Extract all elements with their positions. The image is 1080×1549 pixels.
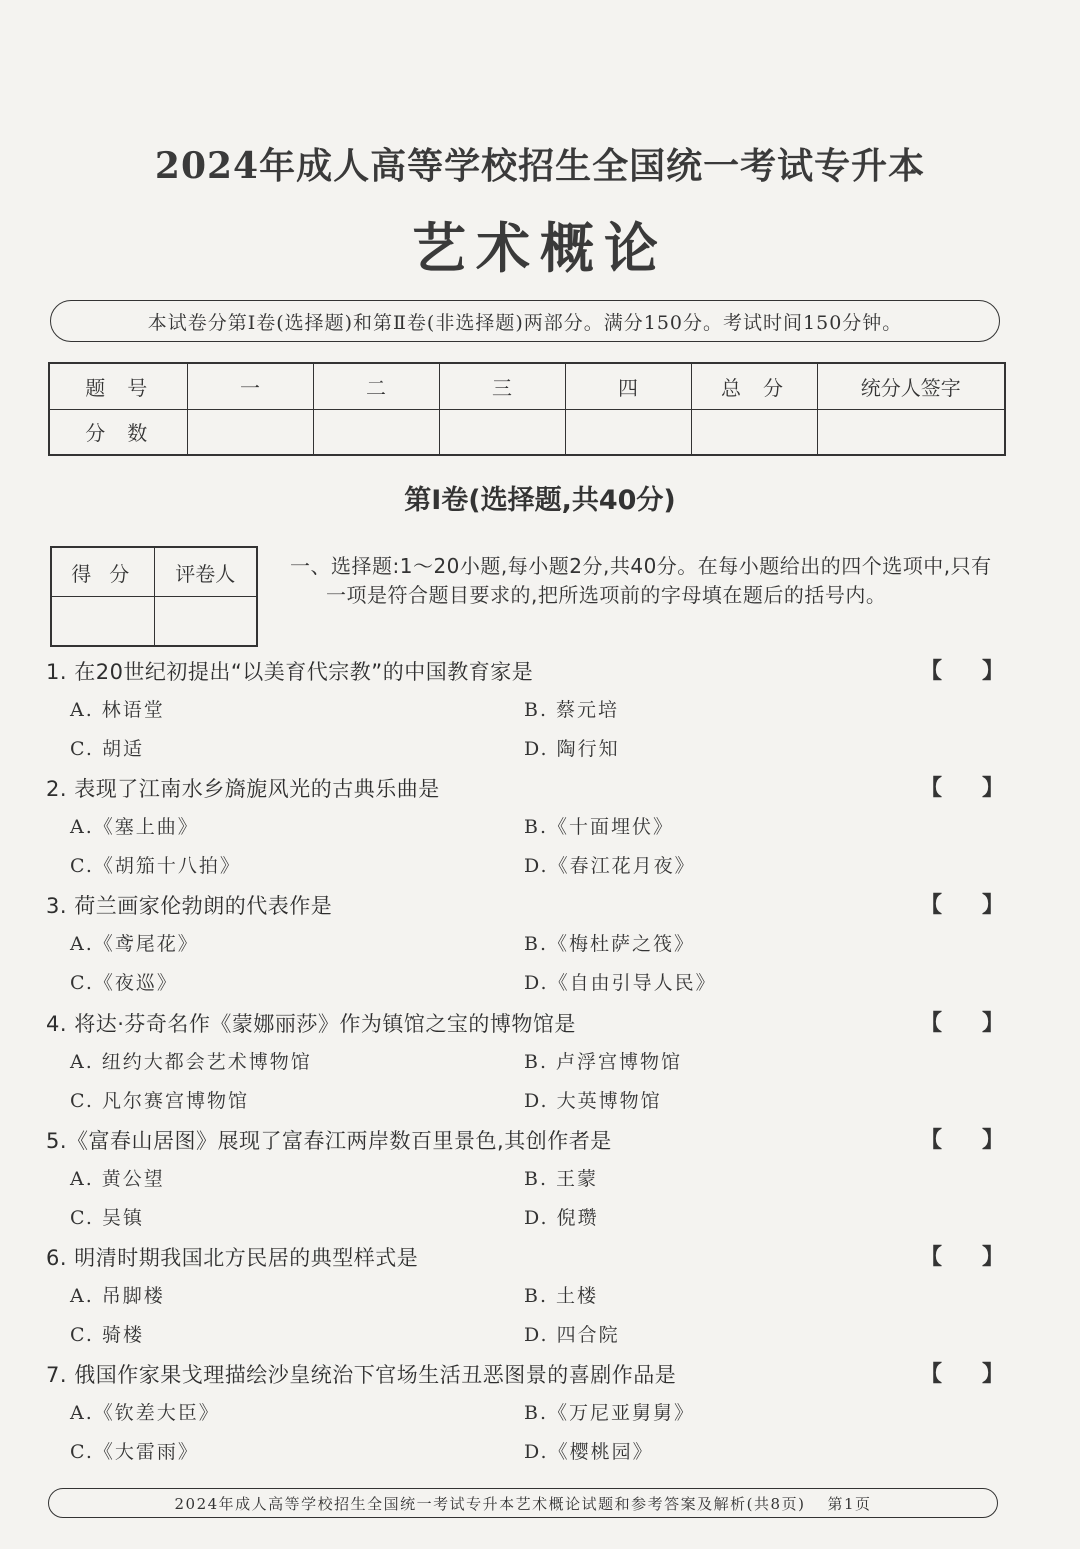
- answer-bracket[interactable]: [920, 1357, 1004, 1388]
- score-entry-cell[interactable]: [691, 409, 817, 455]
- option-c[interactable]: C. 骑楼: [70, 1324, 144, 1346]
- bracket-close: 】: [981, 1011, 1004, 1036]
- answer-bracket[interactable]: [920, 1123, 1004, 1154]
- score-table-cell: 二: [313, 363, 439, 409]
- answer-bracket[interactable]: [920, 654, 1004, 685]
- signature-entry-cell[interactable]: [817, 409, 1005, 455]
- option-d[interactable]: D.《春江花月夜》: [524, 855, 696, 877]
- score-table-score-row: [49, 409, 1005, 455]
- bracket-open: 【: [919, 776, 942, 801]
- grader-table: [50, 546, 258, 647]
- option-c[interactable]: C. 吴镇: [70, 1207, 144, 1229]
- score-entry-cell[interactable]: [313, 409, 439, 455]
- option-d[interactable]: D.《樱桃园》: [524, 1441, 654, 1463]
- answer-bracket[interactable]: [920, 771, 1004, 802]
- option-c[interactable]: C.《夜巡》: [70, 972, 178, 994]
- section-heading: 第Ⅰ卷(选择题,共40分): [404, 485, 676, 516]
- question-5: [46, 1125, 1006, 1242]
- exam-notice: [50, 300, 1000, 342]
- option-d[interactable]: D.《自由引导人民》: [524, 972, 717, 994]
- option-a[interactable]: A. 纽约大都会艺术博物馆: [70, 1051, 312, 1073]
- option-b[interactable]: B. 王蒙: [524, 1168, 599, 1190]
- score-table-cell: 分数: [49, 409, 187, 455]
- question-stem: 5.《富春山居图》展现了富春江两岸数百里景色,其创作者是: [46, 1129, 612, 1153]
- bracket-open: 【: [919, 1362, 942, 1387]
- footer-text: 2024年成人高等学校招生全国统一考试专升本艺术概论试题和参考答案及解析(共8页): [174, 1494, 806, 1513]
- bracket-close: 】: [981, 1245, 1004, 1270]
- score-table-cell: 四: [565, 363, 691, 409]
- question-stem: 1. 在20世纪初提出“以美育代宗教”的中国教育家是: [46, 660, 534, 684]
- option-c[interactable]: C. 胡适: [70, 738, 144, 760]
- option-d[interactable]: D. 四合院: [524, 1324, 620, 1346]
- bracket-close: 】: [981, 1362, 1004, 1387]
- answer-bracket[interactable]: [920, 888, 1004, 919]
- option-b[interactable]: B. 土楼: [524, 1285, 599, 1307]
- option-c[interactable]: C.《大雷雨》: [70, 1441, 199, 1463]
- option-c[interactable]: C. 凡尔赛宫博物馆: [70, 1090, 249, 1112]
- question-2: [46, 773, 1006, 890]
- score-table-cell: 总分: [691, 363, 817, 409]
- score-entry-cell[interactable]: [187, 409, 313, 455]
- grader-name-entry[interactable]: [154, 597, 257, 647]
- option-b[interactable]: B.《万尼亚舅舅》: [524, 1402, 696, 1424]
- score-table-cell: 题号: [49, 363, 187, 409]
- bracket-open: 【: [919, 1245, 942, 1270]
- question-stem: 6. 明清时期我国北方民居的典型样式是: [46, 1246, 419, 1270]
- option-a[interactable]: A.《鸢尾花》: [70, 933, 199, 955]
- exam-title: 2024年成人高等学校招生全国统一考试专升本: [154, 145, 926, 187]
- score-table: [48, 362, 1006, 456]
- bracket-close: 】: [981, 893, 1004, 918]
- grader-score-entry[interactable]: [51, 597, 154, 647]
- option-b[interactable]: B.《十面埋伏》: [524, 816, 675, 838]
- option-d[interactable]: D. 大英博物馆: [524, 1090, 662, 1112]
- answer-bracket[interactable]: [920, 1006, 1004, 1037]
- bracket-close: 】: [981, 776, 1004, 801]
- option-b[interactable]: B. 卢浮宫博物馆: [524, 1051, 683, 1073]
- option-a[interactable]: A.《塞上曲》: [70, 816, 199, 838]
- option-d[interactable]: D. 倪瓒: [524, 1207, 599, 1229]
- score-entry-cell[interactable]: [565, 409, 691, 455]
- bracket-open: 【: [919, 1128, 942, 1153]
- page-footer: [48, 1488, 998, 1518]
- bracket-open: 【: [919, 893, 942, 918]
- score-table-cell: 一: [187, 363, 313, 409]
- question-6: [46, 1242, 1006, 1359]
- option-b[interactable]: B. 蔡元培: [524, 699, 620, 721]
- question-3: [46, 890, 1006, 1007]
- notice-text: 本试卷分第Ⅰ卷(选择题)和第Ⅱ卷(非选择题)两部分。满分150分。考试时间150分钟。: [147, 311, 903, 334]
- question-stem: 4. 将达·芬奇名作《蒙娜丽莎》作为镇馆之宝的博物馆是: [46, 1012, 576, 1036]
- question-stem: 3. 荷兰画家伦勃朗的代表作是: [46, 894, 333, 918]
- question-1: [46, 656, 1006, 773]
- option-b[interactable]: B.《梅杜萨之筏》: [524, 933, 696, 955]
- score-table-cell: 三: [439, 363, 565, 409]
- question-stem: 2. 表现了江南水乡旖旎风光的古典乐曲是: [46, 777, 440, 801]
- subject-title: 艺术概论: [412, 216, 668, 280]
- page-number: 第1页: [827, 1494, 872, 1513]
- answer-bracket[interactable]: [920, 1240, 1004, 1271]
- score-table-header-row: [49, 363, 1005, 409]
- grader-name-label: 评卷人: [154, 547, 257, 597]
- score-entry-cell[interactable]: [439, 409, 565, 455]
- option-a[interactable]: A. 黄公望: [70, 1168, 165, 1190]
- option-a[interactable]: A.《钦差大臣》: [70, 1402, 220, 1424]
- option-c[interactable]: C.《胡笳十八拍》: [70, 855, 241, 877]
- option-d[interactable]: D. 陶行知: [524, 738, 620, 760]
- section-instructions: 一、选择题:1～20小题,每小题2分,共40分。在每小题给出的四个选项中,只有一项是符合题目要求的,把所选项前的字母填在题后的括号内。: [290, 554, 992, 607]
- question-7: [46, 1359, 1006, 1476]
- option-a[interactable]: A. 林语堂: [70, 699, 165, 721]
- bracket-open: 【: [919, 1011, 942, 1036]
- bracket-close: 】: [981, 1128, 1004, 1153]
- score-table-cell: 统分人签字: [817, 363, 1005, 409]
- bracket-open: 【: [919, 659, 942, 684]
- question-4: [46, 1008, 1006, 1125]
- option-a[interactable]: A. 吊脚楼: [70, 1285, 165, 1307]
- bracket-close: 】: [981, 659, 1004, 684]
- grader-score-label: 得分: [51, 547, 154, 597]
- question-stem: 7. 俄国作家果戈理描绘沙皇统治下官场生活丑恶图景的喜剧作品是: [46, 1363, 677, 1387]
